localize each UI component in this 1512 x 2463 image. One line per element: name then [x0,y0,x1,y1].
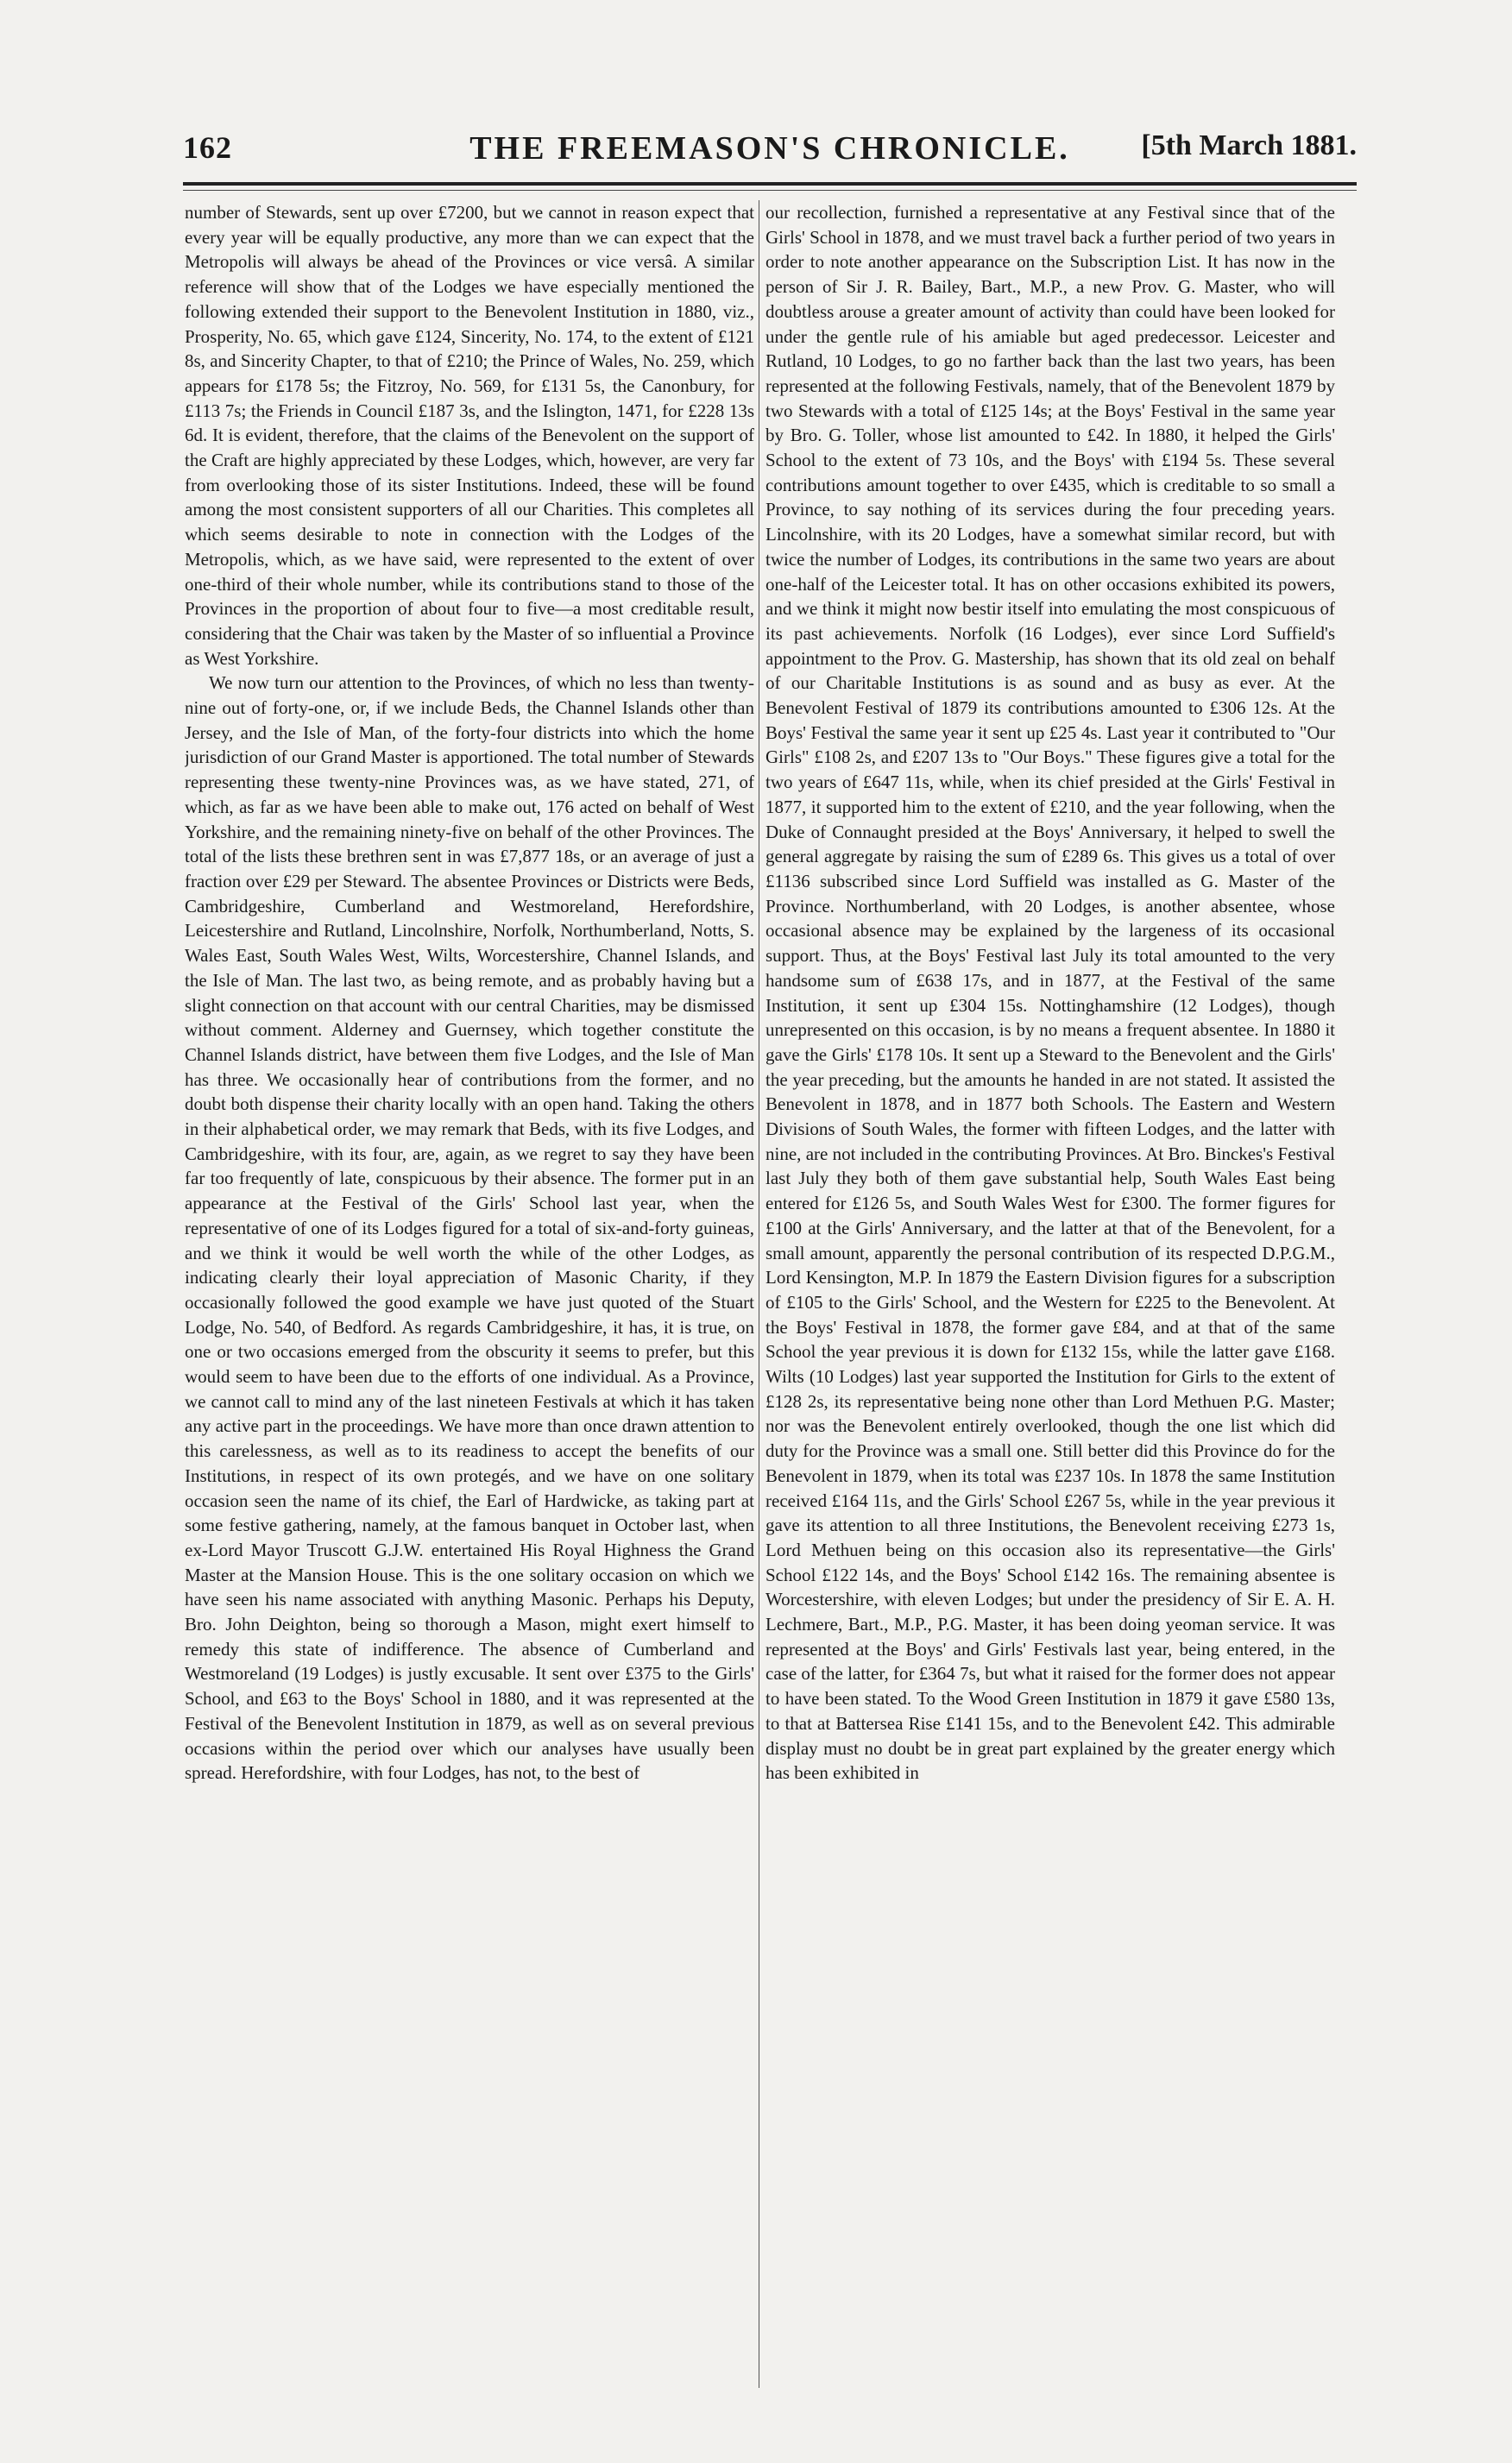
left-paragraph-1: number of Stewards, sent up over £7200, but we cannot in reason expect that every year will be equally productive, any more than we can expect that the Metropolis will always be ahead of the Provinces or vice versâ. A similar reference will show that of the Lodges we have especially mentioned the following extended their support to the Benevolent Institution in 1880, viz., Prosperity, No. 65, which gave £124, Sincerity, No. 174, to the extent of £121 8s, and Sincerity Chapter, to that of £210; the Prince of Wales, No. 259, which appears for £178 5s; the Fitzroy, No. 569, for £131 5s, the Canonbury, for £113 7s; the Friends in Council £187 3s, and the Islington, 1471, for £228 13s 6d. It is evident, therefore, that the claims of the Benevolent on the support of the Craft are highly appreciated by these Lodges, which, however, are very far from overlooking those of its sister Institutions. Indeed, these will be found among the most consistent supporters of all our Charities. This completes all which seems desirable to note in connection with the Lodges of the Metropolis, which, as we have said, were represented to the extent of over one-third of their whole number, while its contributions stand to those of the Provinces in the proportion of about four to five—a most creditable result, considering that the Chair was taken by the Master of so influential a Province as West Yorkshire. [185,202,754,669]
right-column [765,200,1335,2392]
header-rule-thick [183,182,1357,186]
page-header [183,129,1357,178]
issue-date: [5th March 1881. [1141,129,1357,161]
left-paragraph-2: We now turn our attention to the Provinces, of which no less than twenty-nine out of forty-one, or, if we include Beds, the Channel Islands other than Jersey, and the Isle of Man, of the forty-four districts into which the home jurisdiction of our Grand Master is apportioned. The total number of Stewards representing these twenty-nine Provinces was, as we have stated, 271, of which, as far as we have been able to make out, 176 acted on behalf of West Yorkshire, and the remaining ninety-five on behalf of the other Provinces. The total of the lists these brethren sent in was £7,877 18s, or an average of just a fraction over £29 per Steward. The absentee Provinces or Districts were Beds, Cambridgeshire, Cumberland and Westmoreland, Herefordshire, Leicestershire and Rutland, Lincolnshire, Norfolk, Northumberland, Notts, S. Wales East, South Wales West, Wilts, Worcestershire, Channel Islands, and the Isle of Man. The last two, as being remote, and as probably having but a slight connection on that account with our central Charities, may be dismissed without comment. Alderney and Guernsey, which together constitute the Channel Islands district, have between them five Lodges, and the Isle of Man has three. We occasionally hear of contributions from the former, and no doubt both dispense their charity locally with an open hand. Taking the others in their alphabetical order, we may remark that Beds, with its five Lodges, and Cambridgeshire, with its four, are, again, as we regret to say they have been far too frequently of late, conspicuous by their absence. The former put in an appearance at the Festival of the Girls' School last year, when the representative of one of its Lodges figured for a total of six-and-forty guineas, and we think it would be well worth the while of the other Lodges, as indicating clearly their loyal appreciation of Masonic Charity, if they occasionally followed the good example we have just quoted of the Stuart Lodge, No. 540, of Bedford. As regards Cambridgeshire, it has, it is true, on one or two occasions emerged from the obscurity it seems to prefer, but this would seem to have been due to the efforts of one individual. As a Province, we cannot call to mind any of the last nineteen Festivals at which it has taken any active part in the proceedings. We have more than once drawn attention to this carelessness, as well as to its readiness to accept the benefits of our Institutions, in respect of its own protegés, and we have on one solitary occasion seen the name of its chief, the Earl of Hardwicke, as taking part at some festive gathering, namely, at the famous banquet in October last, when ex-Lord Mayor Truscott G.J.W. entertained His Royal Highness the Grand Master at the Mansion House. This is the one solitary occasion on which we have seen his name associated with anything Masonic. Perhaps his Deputy, Bro. John Deighton, being so thorough a Mason, might exert himself to remedy this state of indifference. The absence of Cumberland and Westmoreland (19 Lodges) is justly excusable. It sent over £375 to the Girls' School, and £63 to the Boys' School in 1880, and it was represented at the Festival of the Benevolent Institution in 1879, as well as on several previous occasions within the period over which our analyses have usually been spread. Herefordshire, with four Lodges, has not, to the best of [185,672,754,1784]
masthead-title: THE FREEMASON'S CHRONICLE. [469,130,1070,167]
left-column [185,200,754,2392]
header-rule-thin [183,190,1357,191]
right-paragraph-1: our recollection, furnished a representative at any Festival since that of the Girls' School in 1878, and we must travel back a further period of two years in order to note another appearance on the Subscription List. It has now in the person of Sir J. R. Bailey, Bart., M.P., a new Prov. G. Master, who will doubtless arouse a greater amount of activity than could have been looked for under the gentle rule of his amiable but aged predecessor. Leicester and Rutland, 10 Lodges, to go no farther back than the last two years, has been represented at the following Festivals, namely, that of the Benevolent 1879 by two Stewards with a total of £125 14s; at the Boys' Festival in the same year by Bro. G. Toller, whose list amounted to £42. In 1880, it helped the Girls' School to the extent of 73 10s, and the Boys' with £194 5s. These several contributions amount together to over £435, which is creditable to so small a Province, to say nothing of its services during the four preceding years. Lincolnshire, with its 20 Lodges, have a somewhat similar record, but with twice the number of Lodges, its contributions in the same two years are about one-half of the Leicester total. It has on other occasions exhibited its powers, and we think it might now bestir itself into emulating the most conspicuous of its past achievements. Norfolk (16 Lodges), ever since Lord Suffield's appointment to the Prov. G. Mastership, has shown that its old zeal on behalf of our Charitable Institutions is as sound and as busy as ever. At the Benevolent Festival of 1879 its contributions amounted to £306 12s. At the Boys' Festival the same year it sent up £25 4s. Last year it contributed to "Our Girls" £108 2s, and £207 13s to "Our Boys." These figures give a total for the two years of £647 11s, while, when its chief presided at the Girls' Festival in 1877, it supported him to the extent of £210, and the year following, when the Duke of Connaught presided at the Boys' Anniversary, it helped to swell the general aggregate by raising the sum of £289 6s. This gives us a total of over £1136 subscribed since Lord Suffield was installed as G. Master of the Province. Northumberland, with 20 Lodges, is another absentee, whose occasional absence may be explained by the largeness of its occasional support. Thus, at the Boys' Festival last July its total amounted to the very handsome sum of £638 17s, and in 1877, at the Festival of the same Institution, it sent up £304 15s. Nottinghamshire (12 Lodges), though unrepresented on this occasion, is by no means a frequent absentee. In 1880 it gave the Girls' £178 10s. It sent up a Steward to the Benevolent and the Girls' the year preceding, but the amounts he handed in are not stated. It assisted the Benevolent in 1878, and in 1877 both Schools. The Eastern and Western Divisions of South Wales, the former with fifteen Lodges, and the latter with nine, are not included in the contributing Provinces. At Bro. Binckes's Festival last July they both of them gave substantial help, South Wales East being entered for £126 5s, and South Wales West for £300. The former figures for £100 at the Girls' Anniversary, and the latter at that of the Benevolent, for a small amount, apparently the personal contribution of its respected D.P.G.M., Lord Kensington, M.P. In 1879 the Eastern Division figures for a subscription of £105 to the Girls' School, and the Western for £225 to the Benevolent. At the Boys' Festival in 1878, the former gave £84, and at that of the same School the year previous it is down for £132 15s, while the latter gave £168. Wilts (10 Lodges) last year supported the Institution for Girls to the extent of £128 2s, its representative being none other than Lord Methuen P.G. Master; nor was the Benevolent entirely overlooked, though the one list which did duty for the Province was a small one. Still better did this Province do for the Benevolent in 1879, when its total was £237 10s. In 1878 the same Institution received £164 11s, and the Girls' School £267 5s, while in the year previous it gave its attention to all three Institutions, the Benevolent receiving £273 1s, Lord Methuen being on this occasion also its representative—the Girls' School £122 14s, and the Boys' School £142 16s. The remaining absentee is Worcestershire, with eleven Lodges; but under the presidency of Sir E. A. H. Lechmere, Bart., M.P., P.G. Master, it has been doing yeoman service. It was represented at the Boys' and Girls' Festivals last year, being entered, in the case of the latter, for £364 7s, but what it raised for the former does not appear to have been stated. To the Wood Green Institution in 1879 it gave £580 13s, to that at Battersea Rise £141 15s, and to the Benevolent £42. This admirable display must no doubt be in great part explained by the greater energy which has been exhibited in [765,202,1335,1784]
page-number: 162 [183,130,232,165]
